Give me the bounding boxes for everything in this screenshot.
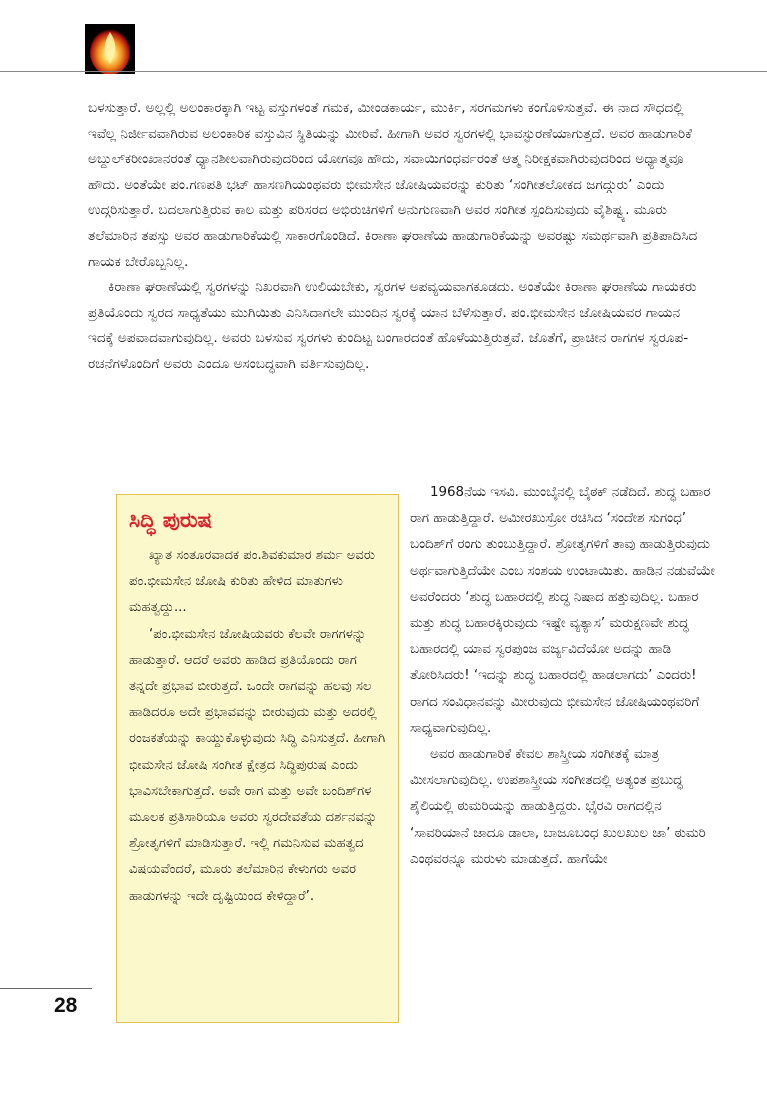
- paragraph: ಕಿರಾಣಾ ಘರಾಣೆಯಲ್ಲಿ ಸ್ವರಗಳನ್ನು ನಿಖರವಾಗಿ ಉಲಿಯಬೇಕು, ಸ್ವರಗಳ ಅಪವ್ಯಯವಾಗಕೂಡದು. ಅಂತೆಯೇ ಕಿರಾಣಾ ಘರಾಣೆಯ ಗಾಯಕರು ಪ್ರತಿಯೊಂದು ಸ್ವರದ ಸಾಧ್ಯತೆಯು ಮುಗಿಯಿತು ಎನಿಸಿದಾಗಲೇ ಮುಂದಿನ ಸ್ವರಕ್ಕೆ ಯಾನ ಬೆಳೆಸುತ್ತಾರೆ. ಪಂ.ಭೀಮಸೇನ ಜೋಷಿಯವರ ಗಾಯನ ಇದಕ್ಕೆ ಅಪವಾದವಾಗುವುದಿಲ್ಲ. ಅವರು ಬಳಸುವ ಸ್ವರಗಳು ಕುಂದಿಟ್ಟ ಬಂಗಾರದಂತೆ ಹೊಳೆಯುತ್ತಿರುತ್ತವೆ. ಜೊತೆಗೆ, ಪ್ರಾಚೀನ ರಾಗಗಳ ಸ್ವರೂಪ-ರಚನೆಗಳೊಂದಿಗೆ ಅವರು ಎಂದೂ ಅಸಂಬದ್ಧವಾಗಿ ವರ್ತಿಸುವುದಿಲ್ಲ.: [88, 279, 697, 372]
- paragraph: 1968ನೆಯ ಇಸವಿ. ಮುಂಬೈನಲ್ಲಿ ಬೈಠಕ್ ನಡೆದಿದೆ. ಶುದ್ಧ ಬಹಾರ ರಾಗ ಹಾಡುತ್ತಿದ್ದಾರೆ. ಅಮೀರಖುಸ್ರೋ ರಚಿಸಿದ ‘ಸಂದೇಶ ಸುಗಂಧ’ ಬಂದಿಶ್‌ಗೆ ರಂಗು ತುಂಬುತ್ತಿದ್ದಾರೆ. ಶ್ರೋತೃಗಳಿಗೆ ತಾವು ಹಾಡುತ್ತಿರುವುದು ಅರ್ಥವಾಗುತ್ತಿದೆಯೇ ಎಂಬ ಸಂಶಯ ಉಂಟಾಯಿತು. ಹಾಡಿನ ನಡುವೆಯೇ ಅವರೆಂದರು ‘ಶುದ್ಧ ಬಹಾರದಲ್ಲಿ ಶುದ್ಧ ನಿಷಾದ ಹತ್ತುವುದಿಲ್ಲ. ಬಹಾರ ಮತ್ತು ಶುದ್ಧ ಬಹಾರಕ್ಕಿರುವುದು ಇಷ್ಟೇ ವ್ಯತ್ಯಾಸ’ ಮರುಕ್ಷಣವೇ ಶುದ್ಧ ಬಹಾರದಲ್ಲಿ ಯಾವ ಸ್ವರಪುಂಜ ವರ್ಜ್ಯವಿದೆಯೋ ಅದನ್ನು ಹಾಡಿ ತೋರಿಸಿದರು! ‘ಇದನ್ನು ಶುದ್ಧ ಬಹಾರದಲ್ಲಿ ಹಾಡಲಾಗದು’ ಎಂದರು! ರಾಗದ ಸಂವಿಧಾನವನ್ನು ಮೀರುವುದು ಭೀಮಸೇನ ಜೋಷಿಯಂಥವರಿಗೆ ಸಾಧ್ಯವಾಗುವುದಿಲ್ಲ.: [410, 485, 715, 736]
- lamp-flame-logo-icon: [85, 24, 135, 74]
- paragraph: ‘ಪಂ.ಭೀಮಸೇನ ಜೋಷಿಯವರು ಕೆಲವೇ ರಾಗಗಳನ್ನು ಹಾಡುತ್ತಾರೆ. ಆದರೆ ಅವರು ಹಾಡಿದ ಪ್ರತಿಯೊಂದು ರಾಗ ತನ್ನದೇ ಪ್ರಭಾವ ಬೀರುತ್ತದೆ. ಒಂದೇ ರಾಗವನ್ನು ಹಲವು ಸಲ ಹಾಡಿದರೂ ಅದೇ ಪ್ರಭಾವವನ್ನು ಬೀರುವುದು ಮತ್ತು ಅದರಲ್ಲಿ ರಂಜಕತೆಯನ್ನು ಕಾಯ್ದುಕೊಳ್ಳುವುದು ಸಿದ್ಧಿ ಎನಿಸುತ್ತದೆ. ಹೀಗಾಗಿ ಭೀಮಸೇನ ಜೋಷಿ ಸಂಗೀತ ಕ್ಷೇತ್ರದ ಸಿದ್ಧಿಪುರುಷ ಎಂದು ಭಾವಿಸಬೇಕಾಗುತ್ತದೆ. ಅವೇ ರಾಗ ಮತ್ತು ಅವೇ ಬಂದಿಶ್‌ಗಳ ಮೂಲಕ ಪ್ರತಿಸಾರಿಯೂ ಅವರು ಸ್ವರದೇವತೆಯ ದರ್ಶನವನ್ನು ಶ್ರೋತೃಗಳಿಗೆ ಮಾಡಿಸುತ್ತಾರೆ. ಇಲ್ಲಿ ಗಮನಿಸುವ ಮಹತ್ವದ ವಿಷಯವೆಂದರೆ, ಮೂರು ತಲೆಮಾರಿನ ಕೇಳುಗರು ಅವರ ಹಾಡುಗಳನ್ನು ಇದೇ ದೃಷ್ಟಿಯಿಂದ ಕೇಳಿದ್ದಾರೆ’.: [129, 626, 386, 904]
- paragraph: ಅವರ ಹಾಡುಗಾರಿಕೆ ಕೇವಲ ಶಾಸ್ತ್ರೀಯ ಸಂಗೀತಕ್ಕೆ ಮಾತ್ರ ಮೀಸಲಾಗುವುದಿಲ್ಲ. ಉಪಶಾಸ್ತ್ರೀಯ ಸಂಗೀತದಲ್ಲಿ ಅತ್ಯಂತ ಪ್ರಬುದ್ಧ ಶೈಲಿಯಲ್ಲಿ ಠುಮರಿಯನ್ನು ಹಾಡುತ್ತಿದ್ದರು. ಭೈರವಿ ರಾಗದಲ್ಲಿನ ‘ಸಾವರಿಯಾನೆ ಜಾದೂ ಡಾಲಾ, ಬಾಜೂಬಂಧ ಖುಲಖುಲ ಜಾ’ ಠುಮರಿ ಎಂಥವರನ್ನೂ ಮರುಳು ಮಾಡುತ್ತದೆ. ಹಾಗೆಯೇ: [410, 747, 706, 867]
- right-column-text: [410, 480, 715, 873]
- paragraph: ಬಳಸುತ್ತಾರೆ. ಅಲ್ಲಲ್ಲಿ ಅಲಂಕಾರಕ್ಕಾಗಿ ಇಟ್ಟ ವಸ್ತುಗಳಂತೆ ಗಮಕ, ಮೀಂಡಕಾರ್ಯ, ಮುರ್ಕಿ, ಸರಗಮಗಳು ಕಂಗೊಳಿಸುತ್ತವೆ. ಈ ನಾದ ಸೌಧದಲ್ಲಿ ಇವೆಲ್ಲ ನಿರ್ಜೀವವಾಗಿರುವ ಅಲಂಕಾರಿಕ ವಸ್ತುವಿನ ಸ್ಥಿತಿಯನ್ನು ಮೀರಿವೆ. ಹೀಗಾಗಿ ಅವರ ಸ್ವರಗಳಲ್ಲಿ ಭಾವಸ್ಫುರಣೆಯಾಗುತ್ತದೆ. ಅವರ ಹಾಡುಗಾರಿಕೆ ಅಬ್ದುಲ್‌ಕರೀಂಖಾನರಂತೆ ಧ್ಯಾನಶೀಲವಾಗಿರುವುದರಿಂದ ಯೋಗವೂ ಹೌದು, ಸವಾಯಿಗಂಧರ್ವರಂತೆ ಆತ್ಮ ನಿರೀಕ್ಷಕವಾಗಿರುವುದರಿಂದ ಅಧ್ಯಾತ್ಮವೂ ಹೌದು. ಅಂತೆಯೇ ಪಂ.ಗಣಪತಿ ಭಟ್ ಹಾಸಣಗಿಯಂಥವರು ಭೀಮಸೇನ ಜೋಷಿಯವರನ್ನು ಕುರಿತು ‘ಸಂಗೀತಲೋಕದ ಜಗದ್ಗುರು’ ಎಂದು ಉದ್ಗರಿಸುತ್ತಾರೆ. ಬದಲಾಗುತ್ತಿರುವ ಕಾಲ ಮತ್ತು ಪರಿಸರದ ಅಭಿರುಚಿಗಳಿಗೆ ಅನುಗುಣವಾಗಿ ಅವರ ಸಂಗೀತ ಸ್ಪಂದಿಸುವುದು ವೈಶಿಷ್ಟ್ಯ. ಮೂರು ತಲೆಮಾರಿನ ತಪಸ್ಸು ಅವರ ಹಾಡುಗಾರಿಕೆಯಲ್ಲಿ ಸಾಕಾರಗೊಂಡಿದೆ. ಕಿರಾಣಾ ಘರಾಣೆಯ ಹಾಡುಗಾರಿಕೆಯನ್ನು ಅವರಷ್ಟು ಸಮರ್ಥವಾಗಿ ಪ್ರತಿಪಾದಿಸಿದ ಗಾಯಕ ಬೇರೊಬ್ಬನಿಲ್ಲ.: [88, 100, 698, 270]
- paragraph: ಖ್ಯಾತ ಸಂತೂರವಾದಕ ಪಂ.ಶಿವಕುಮಾರ ಶರ್ಮ ಅವರು ಪಂ.ಭೀಮಸೇನ ಜೋಷಿ ಕುರಿತು ಹೇಳಿದ ಮಾತುಗಳು ಮಹತ್ವದ್ದು...: [129, 548, 376, 616]
- sidebar-box: [116, 494, 399, 1023]
- sidebar-body: [129, 543, 388, 910]
- main-article-text: [88, 96, 708, 378]
- sidebar-title: ಸಿದ್ಧಿ ಪುರುಷ: [129, 508, 212, 532]
- footer-rule: [0, 988, 92, 989]
- page-number: 28: [54, 994, 78, 1017]
- header-rule: [0, 71, 767, 72]
